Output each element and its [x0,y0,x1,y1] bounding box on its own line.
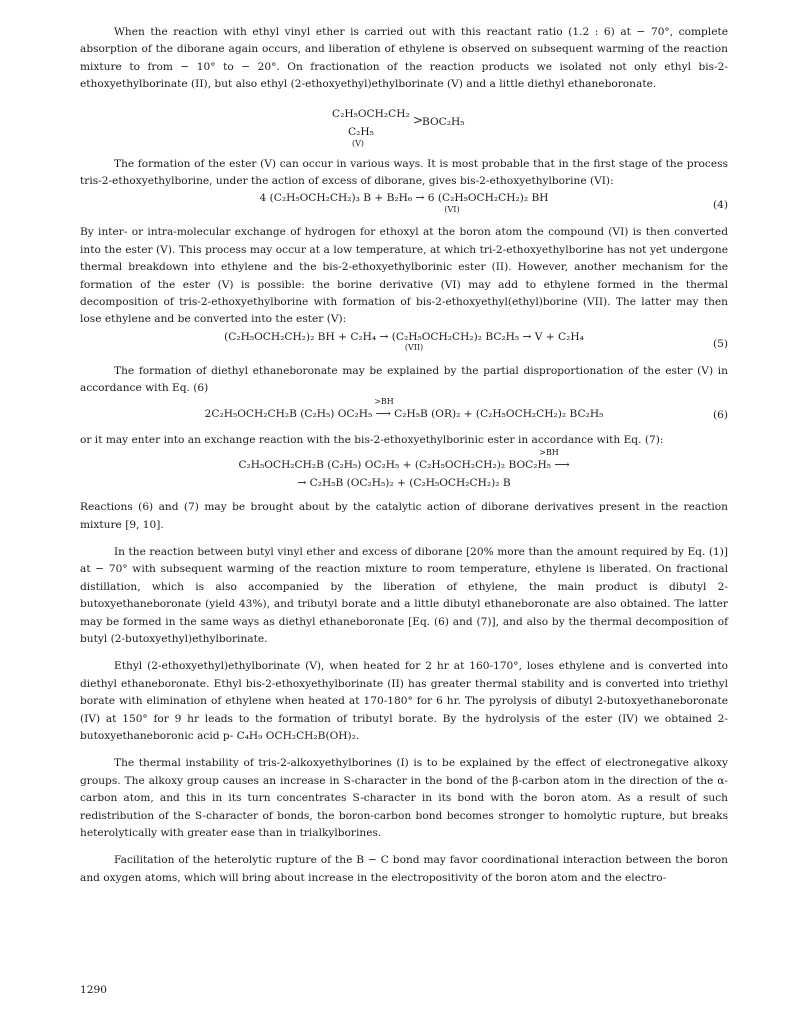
page-body [80,24,728,887]
equation-4-label: (VI) [444,204,460,214]
paragraph-9: The thermal instability of tris-2-alkoxyethylborines (I) is to be explained by the effect of electronegative alkoxy groups. The alkoxy group causes an increase in S-character in the bond of the β-carbon atom in the direction of the α-carbon atom, and this in its turn concentrates S-character in its bond with the boron atom. As a result of such redistribution of the S-character of bonds, the boron-carbon bond becomes stronger to homolytic rupture, but breaks heterolytically with greater ease than in trialkylborines. [80,757,728,839]
structure-label: (V) [352,138,365,148]
paragraph-8: Ethyl (2-ethoxyethyl)ethylborinate (V), when heated for 2 hr at 160-170°, loses ethylene and is converted into diethyl ethaneboronate. Ethyl bis-2-ethoxyethylborinate (II) has greater thermal stability and is converted into triethyl borate with elimination of ethylene when heated at 170-180° for 6 hr. The pyrolysis of dibutyl 2-butoxyethaneboronate (IV) at 150° for 9 hr leads to the formation of tributyl borate. By the hydrolysis of the ester (IV) we obtained 2-butoxyethaneboronic acid p- C₄H₉ OCH₂CH₂B(OH)₂. [80,660,728,742]
equation-5-label: (VII) [404,343,424,353]
paragraph-2: The formation of the ester (V) can occur in various ways. It is most probable that in the first stage of the process tris-2-ethoxyethylborine, under the action of excess of diborane, gives bis-2-ethoxyethylborine (VI): [80,157,728,188]
equation-7 [80,449,728,499]
paragraph-10: Facilitation of the heterolytic rupture of the B − C bond may favor coordinational interaction between the boron and oxygen atoms, which will bring about increase in the electropositivity of the boron atom and the electro- [80,854,728,884]
equation-6-arrow-label: >BH [374,396,394,406]
equation-6-number: (6) [712,408,728,421]
paragraph-1: When the reaction with ethyl vinyl ether is carried out with this reactant ratio (1.2 : 6) at − 70°, complete absorption of the diborane again occurs, and liberation of ethylene is observed on subsequent warming of the reaction mixture to from − 10° to − 20°. On fractionation of the reaction products we isolated not only ethyl bis-2-ethoxyethylborinate (II), but also ethyl (2-ethoxyethyl)ethylborinate (V) and a little diethyl ethaneboronate. [80,26,728,91]
equation-7-arrow-label: >BH [539,448,559,458]
paragraph-5: or it may enter into an exchange reaction with the bis-2-ethoxyethylborinic ester in accordance with Eq. (7): [80,433,664,446]
paragraph-6: Reactions (6) and (7) may be brought about by the catalytic action of diborane derivatives present in the reaction mixture [9, 10]. [80,501,728,531]
equation-5 [80,329,728,363]
equation-7-line-1: C₂H₅OCH₂CH₂B (C₂H₅) OC₂H₅ + (C₂H₅OCH₂CH₂)₂ BOC₂H₅ ⟶ [238,459,570,472]
structure-right-group: BOC₂H₅ [422,115,465,128]
equation-6-text: 2C₂H₅OCH₂CH₂B (C₂H₅) OC₂H₅ ⟶ C₂H₅B (OR)₂ + (C₂H₅OCH₂CH₂)₂ BC₂H₅ [204,407,604,420]
equation-7-line-2: → C₂H₅B (OC₂H₅)₂ + (C₂H₅OCH₂CH₂)₂ B [297,476,511,489]
structure-ester-v [80,94,728,156]
structure-bottom-group: C₂H₅ [348,125,374,138]
page-number: 1290 [80,984,107,996]
paragraph-3: By inter- or intra-molecular exchange of hydrogen for ethoxyl at the boron atom the compound (VI) is then converted into the ester (V). This process may occur at a low temperature, at which tri-2-ethoxyethylborine has not yet undergone thermal breakdown into ethylene and the bis-2-ethoxyethylborinic ester (II). However, another mechanism for the formation of the ester (V) is possible: the borine derivative (VI) may add to ethylene formed in the thermal decomposition of tris-2-ethoxyethylborine with formation of bis-2-ethoxyethyl(ethyl)borine (VII). The latter may then lose ethylene and be converted into the ester (V): [80,226,728,326]
equation-6 [80,398,728,432]
paragraph-4: The formation of diethyl ethaneboronate may be explained by the partial disproportionation of the ester (V) in accordance with Eq. (6) [80,364,728,395]
paragraph-7: In the reaction between butyl vinyl ether and excess of diborane [20% more than the amount required by Eq. (1)] at − 70° with subsequent warming of the reaction mixture to room temperature, ethylene is liberated. On fractional distillation, which is also accompanied by the liberation of ethylene, the main product is dibutyl 2-butoxyethaneboronate (yield 43%), and tributyl borate and a little dibutyl ethaneboronate are also obtained. The latter may be formed in the same ways as diethyl ethaneboronate [Eq. (6) and (7)], and also by the thermal decomposition of butyl (2-butoxyethyl)ethylborinate. [80,545,728,645]
equation-4 [80,190,728,224]
structure-top-group: C₂H₅OCH₂CH₂ [332,107,410,120]
structure-bond-mark: > [413,112,424,127]
equation-5-number: (5) [712,337,728,350]
equation-4-number: (4) [712,199,728,212]
equation-5-text: (C₂H₅OCH₂CH₂)₂ BH + C₂H₄ → (C₂H₅OCH₂CH₂)₂ BC₂H₅ → V + C₂H₄ [224,330,584,343]
equation-4-text: 4 (C₂H₅OCH₂CH₂)₃ B + B₂H₆ → 6 (C₂H₅OCH₂CH₂)₂ BH [259,192,549,205]
